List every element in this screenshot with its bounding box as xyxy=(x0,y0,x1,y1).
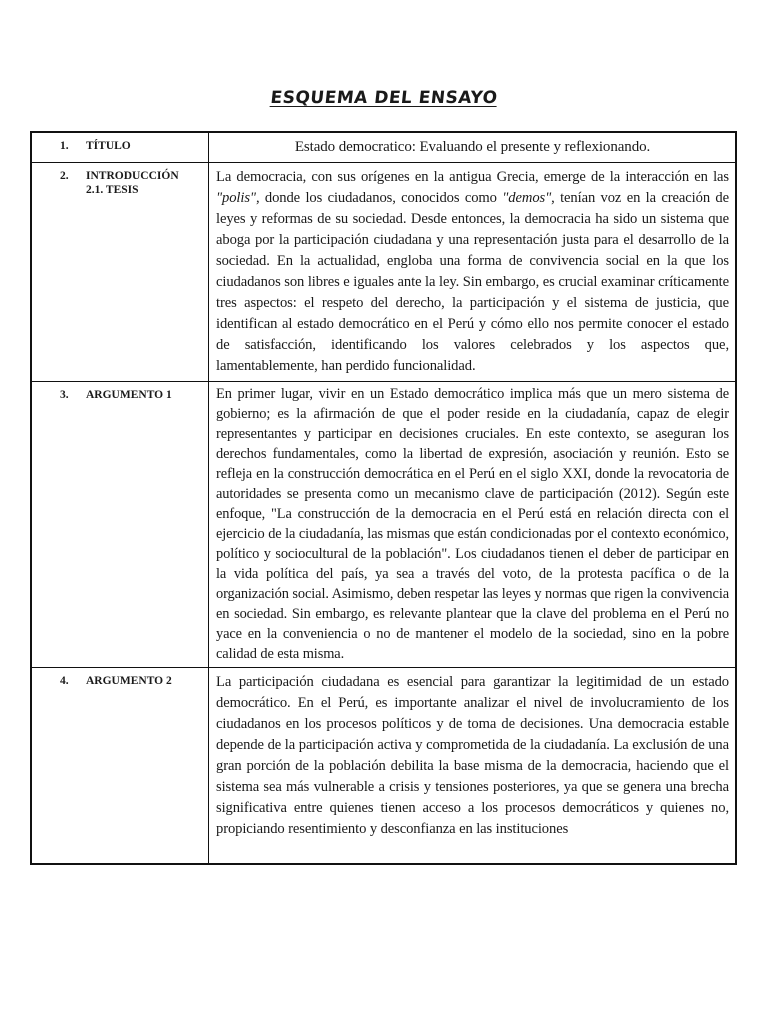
row-label: ARGUMENTO 1 xyxy=(86,389,172,401)
argument-1-text-cell xyxy=(209,382,737,668)
row-label-cell xyxy=(31,668,209,865)
essay-title-cell xyxy=(209,132,737,163)
document-heading: ESQUEMA DEL ENSAYO xyxy=(269,88,499,108)
italic-fragment: "polis" xyxy=(216,190,256,206)
introduction-text-cell xyxy=(209,163,737,382)
row-label-cell xyxy=(31,132,209,163)
essay-outline-table xyxy=(30,131,737,865)
row-number: 2. xyxy=(60,170,69,182)
essay-title-text: Estado democratico: Evaluando el presente y reflexionando. xyxy=(294,139,651,155)
table-row xyxy=(31,132,736,163)
table-row xyxy=(31,668,736,865)
italic-fragment: "demos" xyxy=(502,190,552,206)
row-label: ARGUMENTO 2 xyxy=(86,675,172,687)
row-sublabel: 2.1. TESIS xyxy=(86,184,139,196)
argument-2-text-cell xyxy=(209,668,737,865)
text-fragment: , donde los ciudadanos, conocidos como xyxy=(255,190,503,206)
row-label-cell xyxy=(31,163,209,382)
row-number: 4. xyxy=(60,675,69,687)
row-label: TÍTULO xyxy=(86,140,131,152)
text-fragment: En primer lugar, vivir en un Estado democrático implica más que un mero sistema de gobierno; es la afirmación de que el poder reside en la ciudadanía, capaz de elegir representantes y participar en decisiones cruciales. En este contexto, se aseguran los derechos fundamentales, como la libertad de expresión, asociación y reunión. Esto se refleja en la construcción democrática en el Perú en el siglo XXI, donde la revocatoria de autoridades se presenta como un mecanismo clave de participación (2012). Según este enfoque, "La construcción de la democracia en el Perú está en relación directa con el ejercicio de la ciudadanía, las mismas que están condicionadas por el contexto económico, político y sociocultural de la población". Los ciudadanos tienen el deber de participar en la vida política del país, ya sea a través del voto, de la protesta pacífica o de la organización social. Asimismo, deben respetar las leyes y normas que rigen la convivencia en sociedad. Sin embargo, es relevante plantear que la clave del problema en el Perú no yace en la conveniencia o no de mantener el modelo de la sociedad, sino en la pobre calidad de esta misma. xyxy=(216,386,729,662)
row-number: 3. xyxy=(60,389,69,401)
text-fragment: La participación ciudadana es esencial para garantizar la legitimidad de un estado democrático. En el Perú, es importante analizar el nivel de involucramiento de los ciudadanos en los procesos políticos y de toma de decisiones. Una democracia estable depende de la participación activa y comprometida de la ciudadanía. La exclusión de una gran porción de la población debilita la base misma de la democracia, haciendo que el sistema sea más vulnerable a crisis y tensiones posteriores, ya que se genera una brecha significativa entre quienes tienen acceso a los procesos democráticos y quienes no, propiciando resentimiento y desconfianza en las instituciones xyxy=(216,674,729,837)
table-row xyxy=(31,163,736,382)
row-label: INTRODUCCIÓN xyxy=(86,170,179,182)
table-row xyxy=(31,382,736,668)
row-number: 1. xyxy=(60,140,69,152)
text-fragment: La democracia, con sus orígenes en la antigua Grecia, emerge de la interacción en las xyxy=(216,169,729,185)
row-label-cell xyxy=(31,382,209,668)
text-fragment: , tenían voz en la creación de leyes y reformas de su sociedad. Desde entonces, la democracia ha sido un sistema que aboga por la participación ciudadana y una representación justa para el desarrollo de la sociedad. En la actualidad, engloba una forma de convivencia social en la que los ciudadanos son libres e iguales ante la ley. Sin embargo, es crucial examinar críticamente tres aspectos: el respeto del derecho, la participación y el sistema de justicia, que identifican al estado democrático en el Perú y cómo ello nos permite conocer el estado de satisfacción, identificando los valores celebrados y los aspectos que, lamentablemente, han perdido funcionalidad. xyxy=(216,190,729,374)
